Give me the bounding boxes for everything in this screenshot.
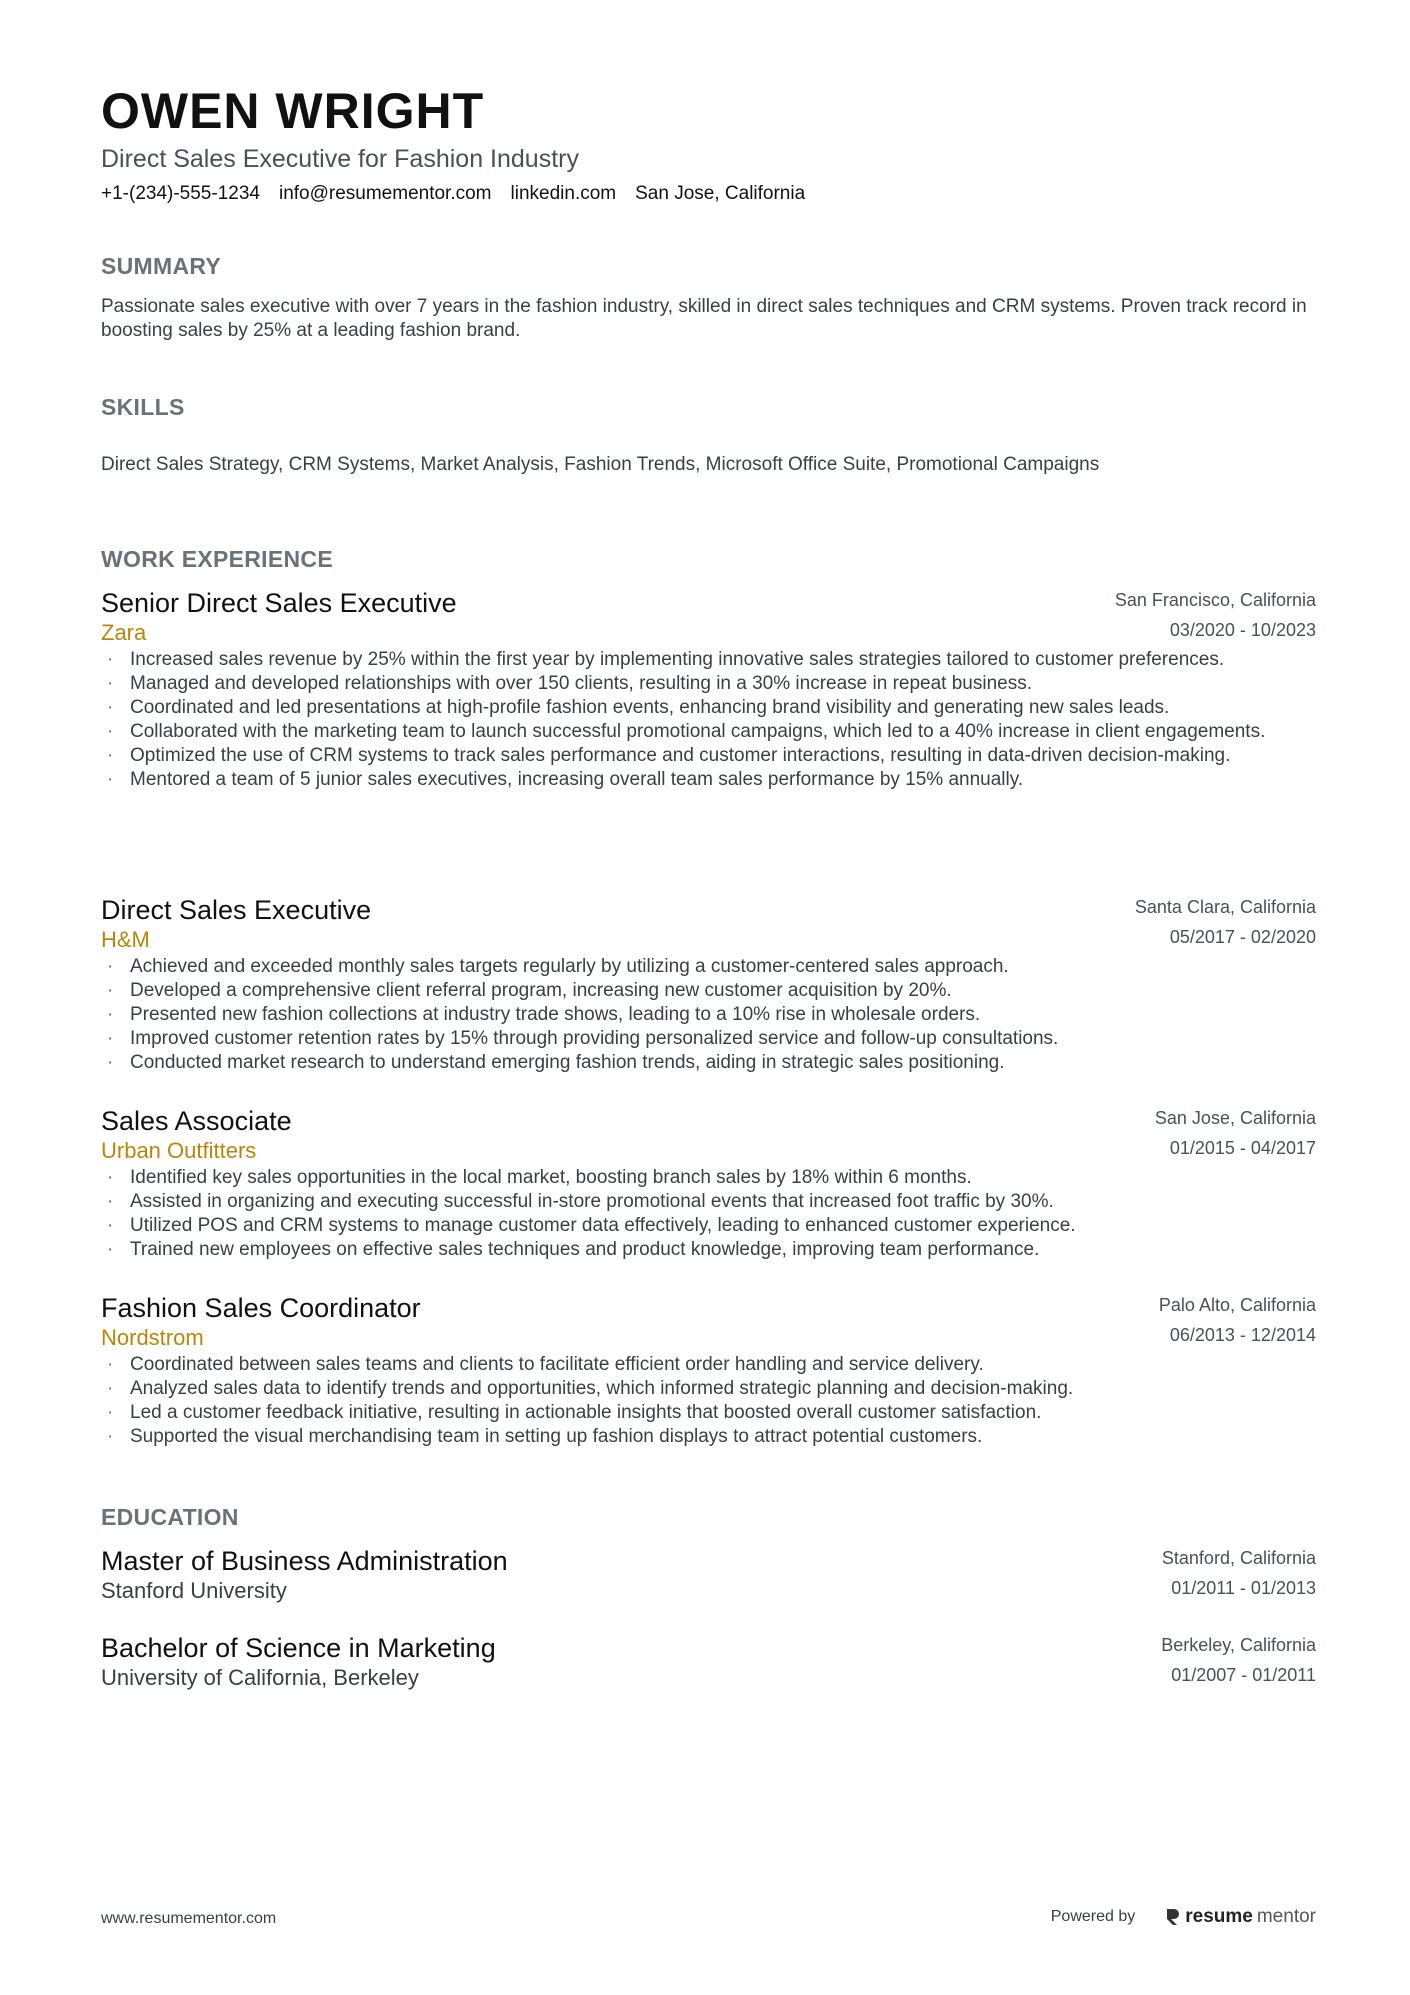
job-title: Senior Direct Sales Executive — [101, 588, 457, 618]
job-bullets — [101, 1353, 1316, 1449]
bullet-item: · Increased sales revenue by 25% within the first year by implementing innovative sales strategies tailored to customer preferences. — [101, 648, 1316, 672]
job-entry — [101, 1293, 1316, 1449]
education-dates: 01/2011 - 01/2013 — [1171, 1578, 1316, 1598]
job-company: H&M — [101, 927, 150, 952]
bullet-item: · Achieved and exceeded monthly sales targets regularly by utilizing a customer-centered sales approach. — [101, 955, 1316, 979]
bullet-item: · Coordinated and led presentations at high-profile fashion events, enhancing brand visibility and generating new sales leads. — [101, 696, 1316, 720]
job-location: San Jose, California — [1154, 1108, 1316, 1128]
job-location: Santa Clara, California — [1134, 897, 1316, 917]
bullet-item: · Managed and developed relationships with over 150 clients, resulting in a 30% increase in repeat business. — [101, 672, 1316, 696]
contact-email[interactable]: info@resumementor.com — [278, 183, 492, 204]
contact-location: San Jose, California — [635, 183, 806, 204]
bullet-item: · Led a customer feedback initiative, resulting in actionable insights that boosted overall customer satisfaction. — [101, 1401, 1316, 1425]
school-name: Stanford University — [101, 1578, 287, 1603]
brand-light: mentor — [1256, 1906, 1316, 1927]
school-location: Berkeley, California — [1161, 1635, 1316, 1655]
bullet-item: · Developed a comprehensive client referral program, increasing new customer acquisition by 20%. — [101, 979, 1316, 1003]
summary-text: Passionate sales executive with over 7 years in the fashion industry, skilled in direct sales techniques and CRM systems. Proven track record in boosting sales by 25% at a leading fashion brand. — [101, 296, 1307, 341]
bullet-item: · Supported the visual merchandising team in setting up fashion displays to attract potential customers. — [101, 1425, 1316, 1449]
job-dates: 05/2017 - 02/2020 — [1169, 927, 1316, 947]
job-dates: 03/2020 - 10/2023 — [1169, 620, 1316, 640]
bullet-item: · Optimized the use of CRM systems to track sales performance and customer interactions, resulting in data-driven decision-making. — [101, 744, 1316, 768]
contact-linkedin[interactable]: linkedin.com — [510, 183, 617, 204]
contact-phone: +1-(234)-555-1234 — [101, 183, 260, 204]
bullet-item: · Identified key sales opportunities in the local market, boosting branch sales by 18% within 6 months. — [101, 1166, 1316, 1190]
resumementor-logo-icon — [1165, 1907, 1181, 1927]
school-location: Stanford, California — [1161, 1548, 1316, 1568]
bullet-item: · Improved customer retention rates by 15% through providing personalized service and follow-up consultations. — [101, 1027, 1316, 1051]
job-title: Direct Sales Executive — [101, 895, 372, 925]
brand-bold: resume — [1185, 1906, 1253, 1927]
job-title: Fashion Sales Coordinator — [101, 1293, 421, 1323]
education-entry — [101, 1546, 1316, 1606]
job-location: Palo Alto, California — [1158, 1295, 1316, 1315]
degree-title: Bachelor of Science in Marketing — [101, 1633, 496, 1663]
bullet-item: · Coordinated between sales teams and clients to facilitate efficient order handling and service delivery. — [101, 1353, 1316, 1377]
bullet-item: · Trained new employees on effective sales techniques and product knowledge, improving team performance. — [101, 1238, 1316, 1262]
candidate-name: OWEN WRIGHT — [101, 83, 485, 139]
resumementor-logo[interactable] — [1165, 1906, 1316, 1928]
education-entry — [101, 1633, 1316, 1693]
job-company: Urban Outfitters — [101, 1138, 257, 1163]
contact-line — [101, 183, 805, 205]
job-entry — [101, 588, 1316, 792]
job-bullets — [101, 955, 1316, 1075]
bullet-item: · Mentored a team of 5 junior sales executives, increasing overall team sales performance by 15% annually. — [101, 768, 1316, 792]
skills-heading: SKILLS — [101, 394, 185, 420]
job-dates: 06/2013 - 12/2014 — [1169, 1325, 1316, 1345]
bullet-item: · Assisted in organizing and executing successful in-store promotional events that increased foot traffic by 30%. — [101, 1190, 1316, 1214]
bullet-item: · Conducted market research to understand emerging fashion trends, aiding in strategic sales positioning. — [101, 1051, 1316, 1075]
bullet-item: · Analyzed sales data to identify trends and opportunities, which informed strategic planning and decision-making. — [101, 1377, 1316, 1401]
work-experience-heading: WORK EXPERIENCE — [101, 546, 333, 572]
degree-title: Master of Business Administration — [101, 1546, 508, 1576]
bullet-item: · Utilized POS and CRM systems to manage customer data effectively, leading to enhanced customer experience. — [101, 1214, 1316, 1238]
footer-branding — [1051, 1906, 1316, 1928]
job-bullets — [101, 648, 1316, 792]
job-entry — [101, 1106, 1316, 1262]
education-heading: EDUCATION — [101, 1504, 239, 1530]
bullet-item: · Presented new fashion collections at industry trade shows, leading to a 10% rise in wholesale orders. — [101, 1003, 1316, 1027]
powered-by-label: Powered by — [1050, 1908, 1136, 1925]
job-location: San Francisco, California — [1114, 590, 1316, 610]
candidate-title: Direct Sales Executive for Fashion Industry — [101, 145, 579, 173]
job-entry — [101, 895, 1316, 1075]
bullet-item: · Collaborated with the marketing team to launch successful promotional campaigns, which led to a 40% increase in client engagements. — [101, 720, 1316, 744]
job-company: Zara — [101, 620, 147, 645]
education-dates: 01/2007 - 01/2011 — [1171, 1665, 1316, 1685]
footer-website[interactable]: www.resumementor.com — [101, 1910, 277, 1927]
summary-heading: SUMMARY — [101, 253, 222, 279]
school-name: University of California, Berkeley — [101, 1665, 419, 1690]
job-bullets — [101, 1166, 1316, 1262]
skills-text: Direct Sales Strategy, CRM Systems, Market Analysis, Fashion Trends, Microsoft Office Suite, Promotional Campaigns — [101, 454, 1100, 475]
job-title: Sales Associate — [101, 1106, 292, 1136]
job-dates: 01/2015 - 04/2017 — [1169, 1138, 1316, 1158]
job-company: Nordstrom — [101, 1325, 204, 1350]
